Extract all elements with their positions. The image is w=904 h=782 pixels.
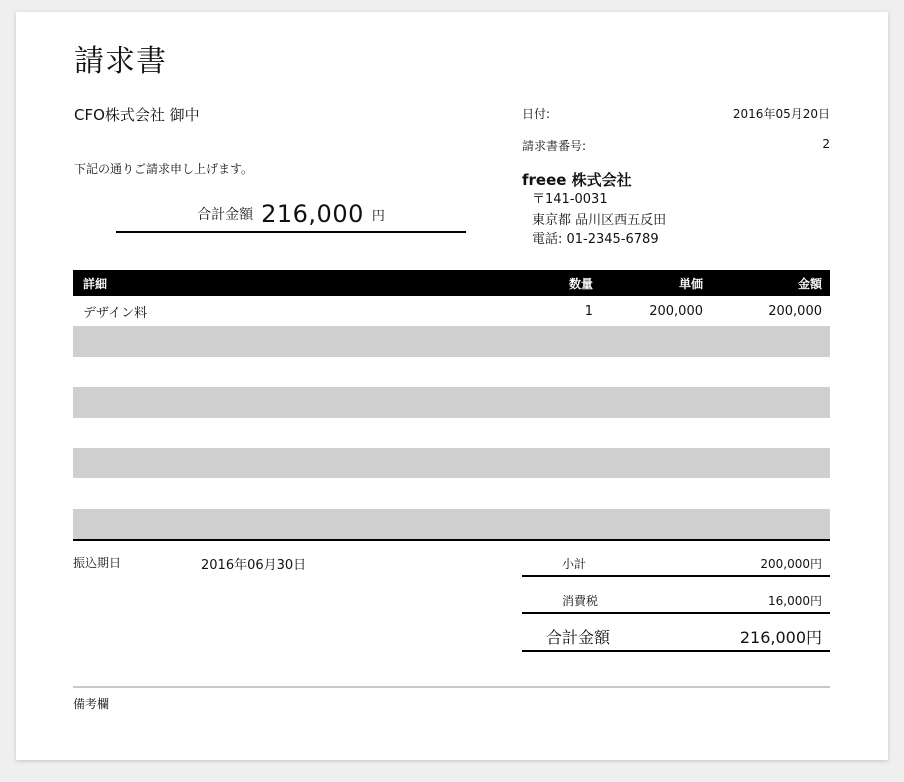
grand-total-label: 合計金額 bbox=[546, 627, 611, 647]
total-amount-box bbox=[116, 198, 466, 233]
row-price: 200,000 bbox=[649, 303, 703, 319]
table-header bbox=[73, 270, 830, 296]
table-row-empty bbox=[73, 418, 830, 448]
grand-total-row bbox=[522, 622, 830, 652]
grand-total-value: 216,000円 bbox=[739, 627, 822, 647]
table-bottom-border bbox=[73, 539, 830, 541]
row-desc: デザイン料 bbox=[83, 305, 148, 321]
issuer-phone: 電話: 01-2345-6789 bbox=[532, 232, 659, 247]
invoice-number-label: 請求書番号: bbox=[522, 139, 587, 153]
header-price: 単価 bbox=[678, 276, 703, 291]
tax-label: 消費税 bbox=[562, 593, 599, 608]
notes-divider bbox=[73, 686, 830, 688]
subtotal-label: 小計 bbox=[562, 556, 587, 571]
table-row-empty bbox=[73, 478, 830, 508]
due-date-label: 振込期日 bbox=[73, 556, 122, 570]
table-row-empty bbox=[73, 448, 830, 478]
table-row-empty bbox=[73, 387, 830, 417]
total-amount-unit: 円 bbox=[371, 209, 385, 224]
table-row-empty bbox=[73, 326, 830, 356]
header-qty: 数量 bbox=[568, 276, 593, 291]
date-label: 日付: bbox=[522, 107, 551, 121]
table-row-empty bbox=[73, 357, 830, 387]
invoice-number-row bbox=[522, 137, 830, 154]
table-row-empty bbox=[73, 509, 830, 539]
date-value: 2016年05月20日 bbox=[732, 107, 830, 121]
invoice-number-value: 2 bbox=[822, 137, 830, 151]
notes-label: 備考欄 bbox=[73, 697, 110, 711]
subtotal-row bbox=[522, 551, 830, 577]
date-row bbox=[522, 105, 830, 122]
header-amount: 金額 bbox=[797, 276, 822, 291]
due-date-value: 2016年06月30日 bbox=[201, 558, 307, 573]
row-qty: 1 bbox=[584, 303, 593, 319]
invoice-sheet bbox=[16, 12, 888, 760]
issuer-postal: 〒141-0031 bbox=[532, 192, 608, 207]
issuer-name: freee 株式会社 bbox=[522, 171, 632, 189]
invoice-title: 請求書 bbox=[74, 44, 167, 79]
line-items-table bbox=[73, 270, 830, 539]
row-amount: 200,000 bbox=[768, 303, 822, 319]
tax-value: 16,000円 bbox=[768, 593, 822, 608]
total-amount-label: 合計金額 bbox=[197, 207, 254, 223]
table-row bbox=[73, 296, 830, 326]
total-amount-value: 216,000 bbox=[261, 200, 364, 228]
header-desc: 詳細 bbox=[83, 276, 108, 291]
tax-row bbox=[522, 588, 830, 614]
greeting-text: 下記の通りご請求申し上げます。 bbox=[74, 162, 254, 176]
subtotal-value: 200,000円 bbox=[760, 556, 822, 571]
issuer-address: 東京都 品川区西五反田 bbox=[532, 213, 667, 228]
client-name: CFO株式会社 御中 bbox=[74, 106, 200, 124]
